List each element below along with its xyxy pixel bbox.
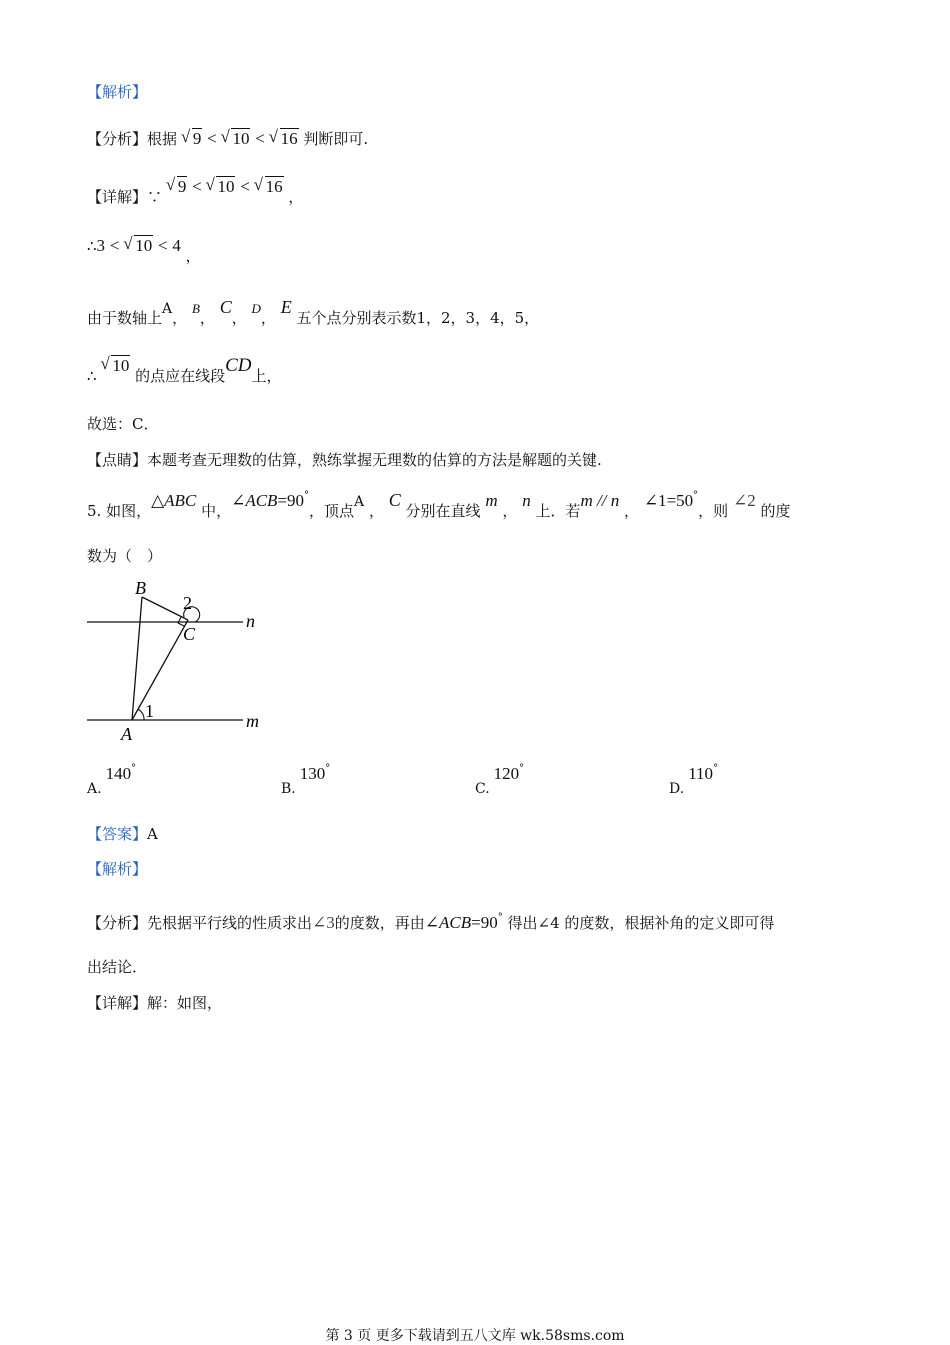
point-a: A <box>162 301 173 317</box>
comment-tag: 【点睛】 <box>87 451 148 469</box>
label-a: A <box>121 724 132 744</box>
value-90: =90 <box>277 491 305 510</box>
option-label: D. <box>669 781 685 797</box>
degree: ° <box>131 763 137 774</box>
number-line-points-line <box>87 297 540 329</box>
side-bc <box>142 597 188 620</box>
option-label: B. <box>281 781 296 797</box>
page-footer: 第 3 页 更多下载请到五八文库 wk.58sms.com <box>325 1328 625 1344</box>
angle-1: ∠1 <box>643 491 667 510</box>
option-b[interactable] <box>281 763 331 797</box>
side-ab <box>132 597 142 720</box>
answer-line <box>87 824 158 844</box>
text: 五个点分别表示数1，2，3，4，5， <box>296 309 540 327</box>
analysis-2-line1 <box>87 908 774 933</box>
option-d[interactable] <box>669 763 719 797</box>
option-value: 120 <box>493 764 520 783</box>
comma: ， <box>624 502 640 520</box>
label-c: C <box>183 624 196 644</box>
less-than: < <box>109 236 120 255</box>
line-n: n <box>522 491 531 510</box>
question-5-line1 <box>87 490 791 522</box>
sqrt-10: √ 10 <box>221 129 250 149</box>
detail-2-line <box>87 993 222 1013</box>
less-than: < <box>207 129 217 148</box>
section-tag-analysis: 【解析】 <box>87 83 148 101</box>
text: 的度 <box>760 502 791 520</box>
sqrt-9: √ 9 <box>167 177 188 197</box>
segment-line <box>87 355 282 386</box>
number-3: 3 <box>96 236 106 255</box>
therefore-symbol: ∴ <box>87 237 97 255</box>
analysis-text: 根据 <box>147 130 178 148</box>
option-label: A. <box>87 781 102 797</box>
text: 的度数，再由 <box>334 914 425 932</box>
analysis-text-end: 判断即可. <box>303 130 369 148</box>
angle-3: ∠3 <box>312 913 335 932</box>
segment-cd: CD <box>225 355 252 376</box>
analysis-line <box>87 129 368 149</box>
sqrt-10: √ 10 <box>206 177 235 197</box>
comma: ， <box>231 309 247 327</box>
point-d: D <box>251 301 261 316</box>
answer-value: A <box>147 825 158 843</box>
option-c[interactable] <box>475 763 525 797</box>
section-tag-analysis: 【解析】 <box>87 860 148 878</box>
label-m: m <box>246 711 259 731</box>
degree: ° <box>325 763 331 774</box>
detail-text: 解：如图， <box>147 994 223 1012</box>
less-than: < <box>192 177 202 196</box>
text: 上．若 <box>535 502 581 520</box>
analysis-tag: 【分析】 <box>87 130 148 148</box>
text: ，顶点 <box>309 502 355 520</box>
comment-line <box>87 450 602 470</box>
text: 中， <box>201 502 232 520</box>
degree: ° <box>497 912 503 923</box>
vertex-a: A <box>354 494 365 510</box>
number-4: 4 <box>172 236 181 255</box>
sqrt-16: √ 16 <box>255 177 284 197</box>
m-parallel-n: m // n <box>580 491 620 510</box>
comma: ， <box>199 309 215 327</box>
text: 先根据平行线的性质求出 <box>147 914 313 932</box>
value-50: =50 <box>666 491 694 510</box>
option-value: 130 <box>299 764 326 783</box>
label-2: 2 <box>183 593 192 613</box>
choice-line: 故选：C． <box>87 415 159 433</box>
because-symbol: ∵ <box>147 188 163 206</box>
text: 得出∠4 的度数，根据补角的定义即可得 <box>507 914 775 932</box>
geometry-figure <box>80 570 280 750</box>
comma: ， <box>288 188 304 206</box>
triangle-abc: △ABC <box>151 491 197 510</box>
sqrt-9: √ 9 <box>182 129 203 149</box>
text: 由于数轴上 <box>87 309 163 327</box>
less-than: < <box>255 129 265 148</box>
detail-tag: 【详解】 <box>87 994 148 1012</box>
side-ca <box>132 620 188 720</box>
degree: ° <box>713 763 719 774</box>
question-5-line2: 数为（ ） <box>87 547 163 565</box>
text: ，则 <box>698 502 729 520</box>
degree: ° <box>693 490 699 501</box>
analysis-2-line2: 出结论． <box>87 958 148 976</box>
text: 上， <box>251 367 282 385</box>
point-c: C <box>219 297 232 317</box>
sqrt-10: √ 10 <box>101 356 130 376</box>
comma: ， <box>172 309 188 327</box>
comma: ， <box>260 309 276 327</box>
angle-acb: ∠ACB <box>424 913 472 932</box>
question-number: 5. 如图， <box>87 502 152 520</box>
option-value: 140 <box>105 764 132 783</box>
degree: ° <box>519 763 525 774</box>
line-m: m <box>485 491 498 510</box>
comma: ， <box>368 502 384 520</box>
sqrt-16: √ 16 <box>270 129 299 149</box>
therefore-symbol: ∴ <box>87 367 97 385</box>
point-b: B <box>191 301 200 316</box>
text: 分别在直线 <box>405 502 481 520</box>
label-1: 1 <box>145 701 154 721</box>
angle-2: ∠2 <box>732 491 756 510</box>
detail-tag: 【详解】 <box>87 188 148 206</box>
answer-tag: 【答案】 <box>87 825 148 843</box>
sqrt-10: √ 10 <box>124 236 153 256</box>
option-value: 110 <box>688 764 714 783</box>
text: 的点应在线段 <box>135 367 226 385</box>
angle-acb: ∠ACB <box>231 491 278 510</box>
angle-1-arc <box>138 709 144 720</box>
value-90: =90 <box>471 913 498 932</box>
comma: ， <box>502 502 518 520</box>
label-n: n <box>246 611 255 631</box>
option-a[interactable] <box>87 763 137 797</box>
less-than: < <box>157 236 168 255</box>
label-b: B <box>135 578 146 598</box>
point-e: E <box>280 297 292 317</box>
vertex-c: C <box>388 490 401 510</box>
comment-text: 本题考查无理数的估算，熟练掌握无理数的估算的方法是解题的关键. <box>147 451 602 469</box>
option-label: C. <box>475 781 490 797</box>
inequality-line <box>87 236 201 266</box>
degree: ° <box>304 490 310 501</box>
comma: ， <box>185 247 201 265</box>
analysis-tag: 【分析】 <box>87 914 148 932</box>
less-than: < <box>240 177 250 196</box>
detail-line <box>87 177 304 207</box>
